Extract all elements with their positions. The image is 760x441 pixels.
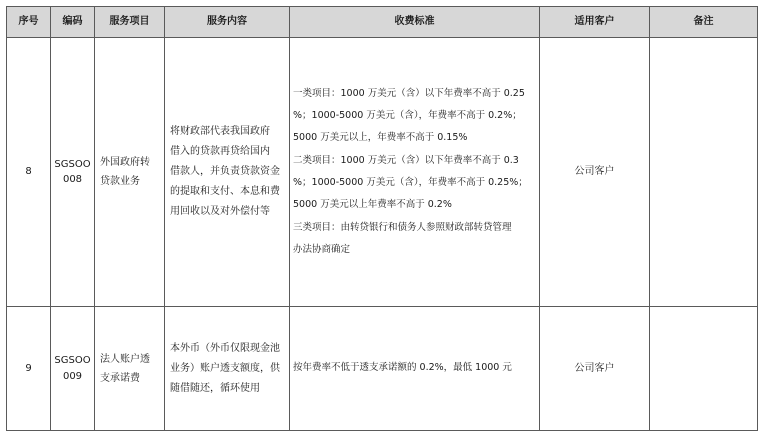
fee-schedule-table (6, 6, 758, 431)
row-fee (290, 307, 540, 431)
row-content-line: 本外币（外币仅限现金池 (170, 342, 280, 354)
row-code-line: 008 (62, 174, 83, 185)
row-fee-line: 5000 万美元以上，年费率不高于 0.15% (293, 132, 468, 144)
row-fee-line: %；1000-5000 万美元（含），年费率不高于 0.25%； (293, 177, 528, 188)
table-row (7, 307, 758, 431)
row-remark (650, 38, 758, 307)
row-client: 公司客户 (540, 307, 650, 431)
fee-schedule-table-container (6, 6, 758, 431)
header-seq: 序号 (7, 7, 51, 38)
row-remark (650, 307, 758, 431)
table-row (7, 38, 758, 307)
row-fee-line: 办法协商确定 (293, 243, 351, 255)
row-fee-line: 二类项目：1000 万美元（含）以下年费率不高于 0.3 (293, 154, 519, 166)
header-fee: 收费标准 (290, 7, 540, 38)
header-item: 服务项目 (95, 7, 165, 38)
row-fee-line: 按年费率不低于透支承诺额的 0.2%，最低 1000 元 (293, 362, 512, 374)
row-fee-line: 5000 万美元以上年费率不高于 0.2% (293, 199, 452, 211)
row-content-line: 借入的贷款再贷给国内 (170, 146, 270, 157)
row-content-line: 将财政部代表我国政府 (170, 126, 270, 137)
row-content-line: 借款人，并负责贷款资金 (170, 166, 280, 177)
row-client: 公司客户 (540, 38, 650, 307)
row-content-line: 业务）账户透支额度，供 (170, 362, 280, 374)
row-item-line: 支承诺费 (100, 372, 140, 384)
row-content-line: 随借随还，循环使用 (170, 382, 260, 394)
row-fee-line: 一类项目：1000 万美元（含）以下年费率不高于 0.25 (293, 87, 525, 99)
row-seq: 9 (7, 307, 51, 431)
header-remark: 备注 (650, 7, 758, 38)
row-item-line: 法人账户透 (100, 353, 150, 365)
header-client: 适用客户 (540, 7, 650, 38)
row-code (51, 307, 95, 431)
row-code-line: SGSOO (54, 158, 91, 170)
row-fee-line: %；1000-5000 万美元（含），年费率不高于 0.2%； (293, 110, 522, 122)
header-code: 编码 (51, 7, 95, 38)
row-item (95, 307, 165, 431)
row-content-line: 的提取和支付、本息和费 (170, 186, 280, 197)
row-item-line: 贷款业务 (100, 176, 140, 187)
row-code-line: SGSOO (54, 355, 91, 366)
row-item-line: 外国政府转 (100, 157, 150, 168)
row-item (95, 38, 165, 307)
row-code (51, 38, 95, 307)
row-code-line: 009 (62, 370, 83, 382)
row-fee (290, 38, 540, 307)
row-seq: 8 (7, 38, 51, 307)
row-fee-line: 三类项目：由转贷银行和债务人参照财政部转贷管理 (293, 221, 512, 233)
row-content-line: 用回收以及对外偿付等 (170, 206, 270, 217)
header-row (7, 7, 758, 38)
row-content (165, 307, 290, 431)
header-content: 服务内容 (165, 7, 290, 38)
row-content (165, 38, 290, 307)
